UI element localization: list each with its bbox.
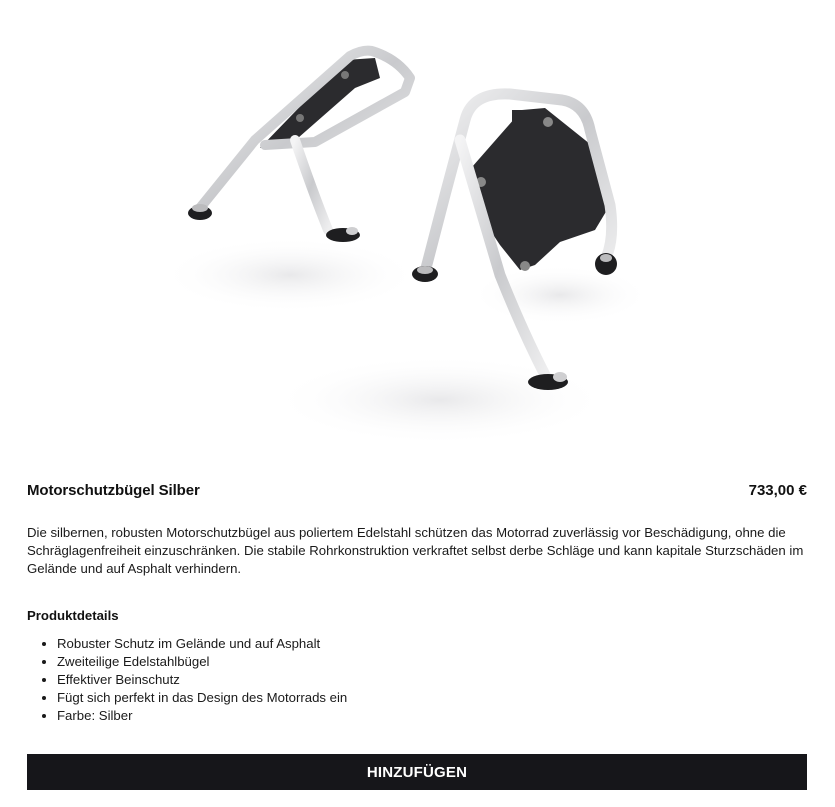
product-price: 733,00 € [748, 482, 807, 499]
add-to-cart-button[interactable]: HINZUFÜGEN [27, 754, 807, 790]
title-row [27, 482, 807, 499]
list-item: • Effektiver Beinschutz [57, 671, 347, 689]
list-item: • Zweiteilige Edelstahlbügel [57, 653, 347, 671]
product-title: Motorschutzbügel Silber [27, 482, 200, 499]
list-item: • Robuster Schutz im Gelände und auf Asphalt [57, 635, 347, 653]
details-list [27, 635, 347, 725]
engine-guard-icon [140, 30, 700, 460]
list-item: • Fügt sich perfekt in das Design des Motorrads ein [57, 689, 347, 707]
product-image [140, 30, 700, 460]
list-item: • Farbe: Silber [57, 707, 347, 725]
details-heading: Produktdetails [27, 608, 119, 623]
product-description: Die silbernen, robusten Motorschutzbügel aus poliertem Edelstahl schützen das Motorrad zuverlässig vor Beschädigung, ohne die Schräglagenfreiheit einzuschränken. Die stabile Rohrkonstruktion verkraftet selbst derbe Schläge und kann kapitale Sturzschäden im Gelände und auf Asphalt verhindern. [27, 525, 804, 576]
